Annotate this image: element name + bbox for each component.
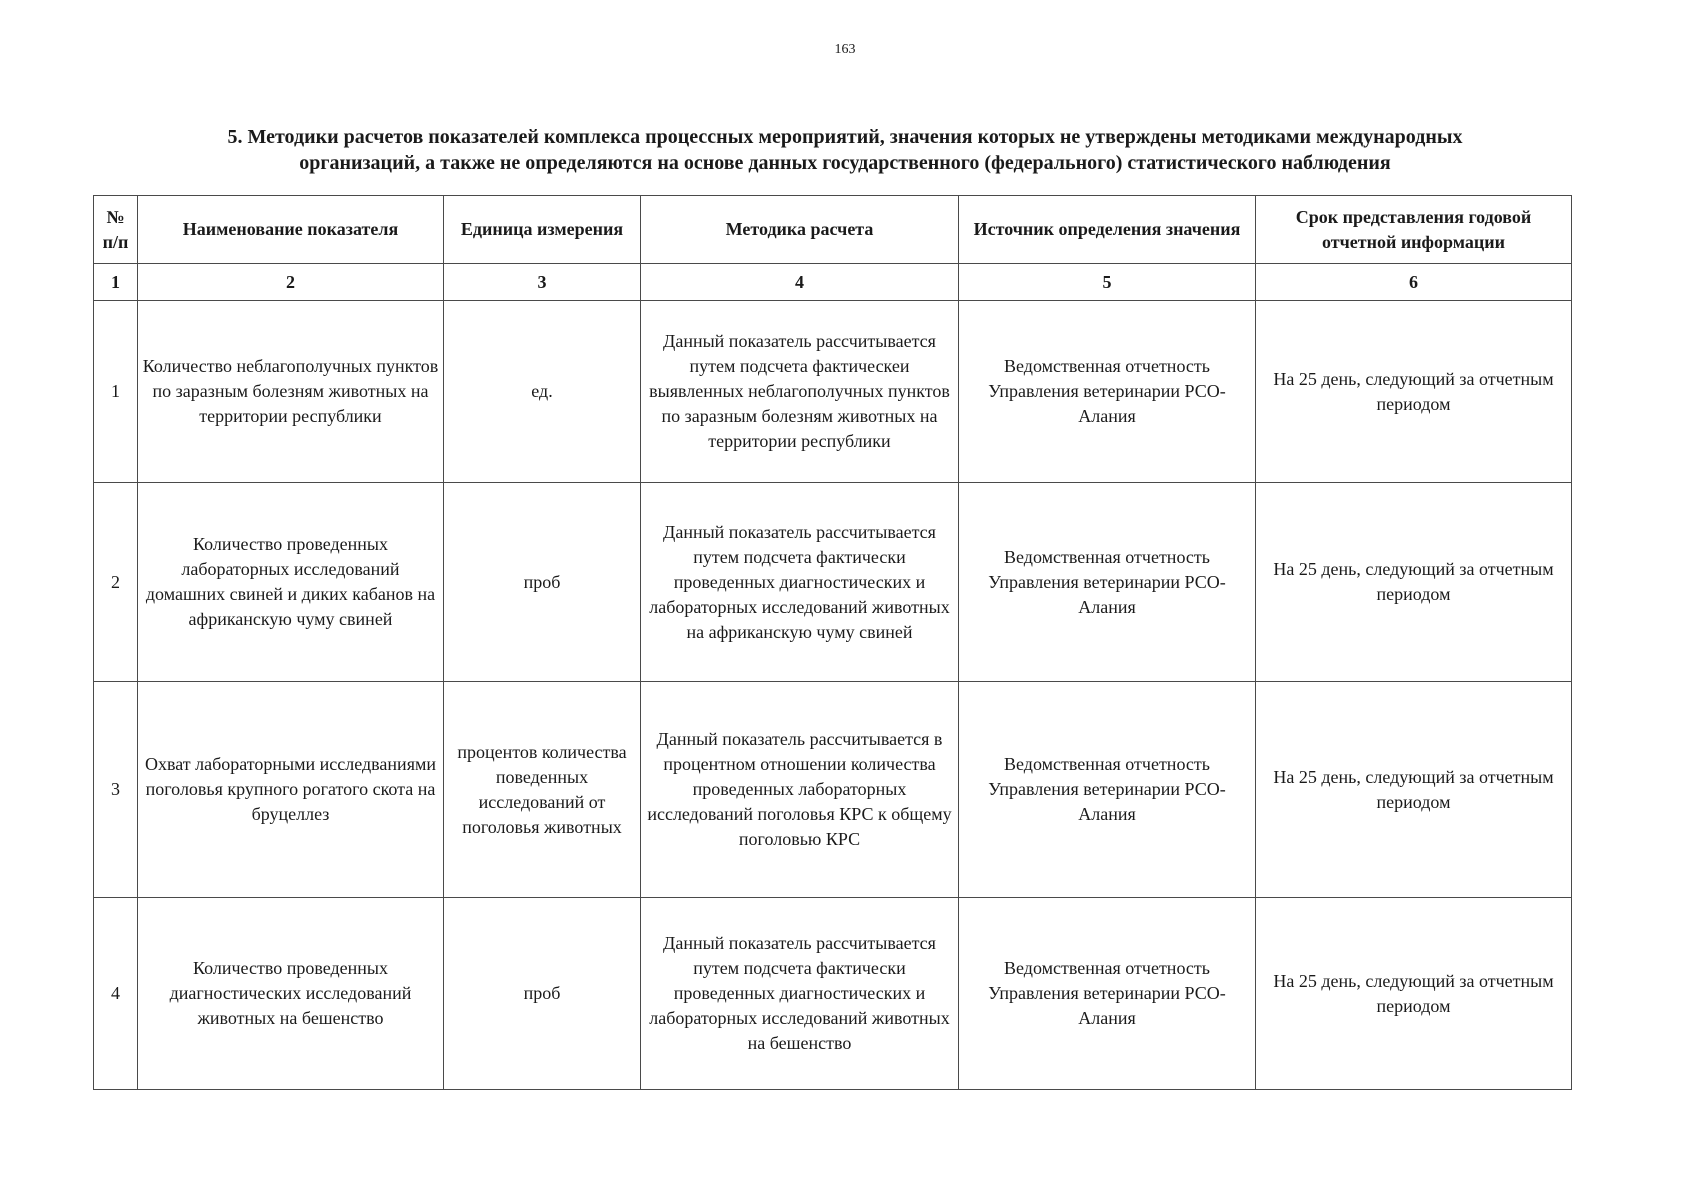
- column-number: 3: [444, 264, 641, 301]
- table-header-row: [94, 196, 1572, 264]
- unit: проб: [444, 898, 641, 1090]
- method: Данный показатель рассчитывается путем подсчета фактически проведенных диагностических и лабораторных исследований животных на бешенство: [641, 898, 959, 1090]
- deadline: На 25 день, следующий за отчетным периодом: [1256, 898, 1572, 1090]
- source: Ведомственная отчетность Управления ветеринарии РСО-Алания: [959, 483, 1256, 682]
- column-number: 5: [959, 264, 1256, 301]
- indicator-name: Количество проведенных лабораторных исследований домашних свиней и диких кабанов на африканскую чуму свиней: [138, 483, 444, 682]
- column-number: 2: [138, 264, 444, 301]
- unit: проб: [444, 483, 641, 682]
- column-number-row: [94, 264, 1572, 301]
- title-line-1: 5. Методики расчетов показателей комплекса процессных мероприятий, значения которых не утверждены методиками международных: [227, 126, 1463, 148]
- header-method: Методика расчета: [641, 196, 959, 264]
- column-number: 4: [641, 264, 959, 301]
- header-unit: Единица измерения: [444, 196, 641, 264]
- header-deadline: Срок представления годовой отчетной информации: [1256, 196, 1572, 264]
- table-row: [94, 682, 1572, 898]
- indicator-name: Количество проведенных диагностических исследований животных на бешенство: [138, 898, 444, 1090]
- title-line-2: организаций, а также не определяются на основе данных государственного (федерального) статистического наблюдения: [299, 152, 1391, 174]
- deadline: На 25 день, следующий за отчетным периодом: [1256, 682, 1572, 898]
- row-number: 3: [94, 682, 138, 898]
- source: Ведомственная отчетность Управления ветеринарии РСО-Алания: [959, 898, 1256, 1090]
- row-number: 1: [94, 301, 138, 483]
- method: Данный показатель рассчитывается путем подсчета фактически проведенных диагностических и лабораторных исследований животных на африканскую чуму свиней: [641, 483, 959, 682]
- indicator-name: Количество неблагополучных пунктов по заразным болезням животных на территории республики: [138, 301, 444, 483]
- table-row: [94, 898, 1572, 1090]
- method: Данный показатель рассчитывается в процентном отношении количества проведенных лабораторных исследований поголовья КРС к общему поголовью КРС: [641, 682, 959, 898]
- table-row: [94, 483, 1572, 682]
- source: Ведомственная отчетность Управления ветеринарии РСО-Алания: [959, 301, 1256, 483]
- column-number: 6: [1256, 264, 1572, 301]
- row-number: 4: [94, 898, 138, 1090]
- page-number: 163: [834, 42, 856, 57]
- header-name: Наименование показателя: [138, 196, 444, 264]
- row-number: 2: [94, 483, 138, 682]
- column-number: 1: [94, 264, 138, 301]
- method: Данный показатель рассчитывается путем подсчета фактическеи выявленных неблагополучных пунктов по заразным болезням животных на территории республики: [641, 301, 959, 483]
- table-row: [94, 301, 1572, 483]
- indicators-table: [93, 195, 1572, 1090]
- unit: процентов количества поведенных исследований от поголовья животных: [444, 682, 641, 898]
- deadline: На 25 день, следующий за отчетным периодом: [1256, 301, 1572, 483]
- document-title: [95, 124, 1595, 176]
- indicator-name: Охват лабораторными исследваниями поголовья крупного рогатого скота на бруцеллез: [138, 682, 444, 898]
- header-source: Источник определения значения: [959, 196, 1256, 264]
- header-num: № п/п: [94, 196, 138, 264]
- unit: ед.: [444, 301, 641, 483]
- source: Ведомственная отчетность Управления ветеринарии РСО-Алания: [959, 682, 1256, 898]
- deadline: На 25 день, следующий за отчетным периодом: [1256, 483, 1572, 682]
